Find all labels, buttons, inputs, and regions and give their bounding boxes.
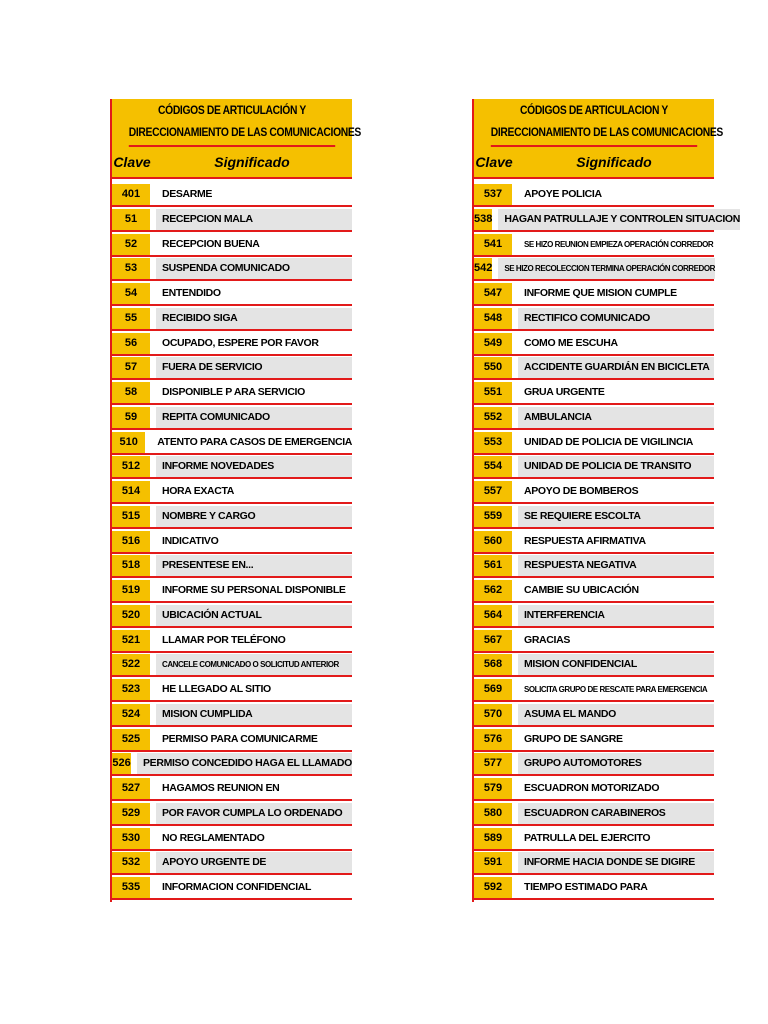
code-cell: 515 xyxy=(112,506,150,527)
meaning-cell: SE HIZO RECOLECCION TERMINA OPERACIÓN CORREDOR xyxy=(498,258,715,279)
meaning-cell: APOYO URGENTE DE xyxy=(156,852,352,873)
meaning-cell: PATRULLA DEL EJERCITO xyxy=(518,828,714,849)
code-cell: 576 xyxy=(474,729,512,750)
table-row xyxy=(474,234,714,257)
code-cell: 552 xyxy=(474,407,512,428)
table-row xyxy=(474,630,714,653)
table-title-line2: DIRECCIONAMIENTO DE LAS COMUNICACIONES xyxy=(128,125,361,139)
meaning-cell: SE HIZO REUNION EMPIEZA OPERACIÓN CORREDOR xyxy=(518,234,714,255)
code-cell: 401 xyxy=(112,184,150,205)
code-cell: 55 xyxy=(112,308,150,329)
meaning-cell: GRUPO DE SANGRE xyxy=(518,729,714,750)
table-row xyxy=(474,605,714,628)
meaning-cell: APOYO DE BOMBEROS xyxy=(518,481,714,502)
code-cell: 559 xyxy=(474,506,512,527)
table-row xyxy=(112,630,352,653)
code-cell: 542 xyxy=(474,258,492,279)
table-row xyxy=(112,531,352,554)
table-row xyxy=(112,679,352,702)
meaning-cell: DESARME xyxy=(156,184,352,205)
codes-table-left xyxy=(110,99,361,902)
code-cell: 579 xyxy=(474,778,512,799)
table-title xyxy=(112,99,361,147)
code-cell: 577 xyxy=(474,753,512,774)
meaning-cell: ESCUADRON MOTORIZADO xyxy=(518,778,714,799)
code-cell: 532 xyxy=(112,852,150,873)
table-row xyxy=(112,456,352,479)
code-cell: 529 xyxy=(112,803,150,824)
table-row xyxy=(474,456,714,479)
table-row xyxy=(112,654,352,677)
meaning-cell: INTERFERENCIA xyxy=(518,605,714,626)
meaning-cell: RESPUESTA NEGATIVA xyxy=(518,555,714,576)
table-row xyxy=(474,357,714,380)
code-cell: 557 xyxy=(474,481,512,502)
meaning-cell: INFORME NOVEDADES xyxy=(156,456,352,477)
meaning-cell: GRUA URGENTE xyxy=(518,382,714,403)
meaning-cell: LLAMAR POR TELÉFONO xyxy=(156,630,352,651)
meaning-cell: UNIDAD DE POLICIA DE VIGILINCIA xyxy=(518,432,714,453)
table-row xyxy=(474,679,714,702)
table-row xyxy=(112,778,352,801)
code-cell: 568 xyxy=(474,654,512,675)
meaning-cell: CANCELE COMUNICADO O SOLICITUD ANTERIOR xyxy=(156,654,352,675)
table-row xyxy=(112,209,352,232)
table-row xyxy=(474,283,714,306)
meaning-cell: PERMISO CONCEDIDO HAGA EL LLAMADO xyxy=(137,753,352,774)
meaning-cell: HAGAMOS REUNION EN xyxy=(156,778,352,799)
meaning-cell: AMBULANCIA xyxy=(518,407,714,428)
meaning-cell: SE REQUIERE ESCOLTA xyxy=(518,506,714,527)
meaning-cell: INFORME QUE MISION CUMPLE xyxy=(518,283,714,304)
meaning-cell: SOLICITA GRUPO DE RESCATE PARA EMERGENCIA xyxy=(518,679,714,700)
table-row xyxy=(112,555,352,578)
code-cell: 550 xyxy=(474,357,512,378)
code-cell: 52 xyxy=(112,234,150,255)
code-cell: 561 xyxy=(474,555,512,576)
code-cell: 54 xyxy=(112,283,150,304)
table-row xyxy=(112,605,352,628)
meaning-cell: OCUPADO, ESPERE POR FAVOR xyxy=(156,333,352,354)
table-row xyxy=(474,753,714,776)
column-header-significado: Significado xyxy=(214,154,290,170)
table-row xyxy=(474,778,714,801)
meaning-cell: COMO ME ESCUHA xyxy=(518,333,714,354)
code-cell: 516 xyxy=(112,531,150,552)
meaning-cell: RECEPCION BUENA xyxy=(156,234,352,255)
meaning-cell: NOMBRE Y CARGO xyxy=(156,506,352,527)
meaning-cell: INFORME HACIA DONDE SE DIGIRE xyxy=(518,852,714,873)
code-cell: 522 xyxy=(112,654,150,675)
table-row xyxy=(474,258,714,281)
meaning-cell: PERMISO PARA COMUNICARME xyxy=(156,729,352,750)
table-title xyxy=(474,99,723,147)
meaning-cell: ENTENDIDO xyxy=(156,283,352,304)
table-row xyxy=(112,852,352,875)
table-title-line1: CÓDIGOS DE ARTICULACIÓN Y xyxy=(158,103,306,117)
meaning-cell: INDICATIVO xyxy=(156,531,352,552)
table-row xyxy=(474,729,714,752)
meaning-cell: DISPONIBLE P ARA SERVICIO xyxy=(156,382,352,403)
code-cell: 527 xyxy=(112,778,150,799)
code-cell: 523 xyxy=(112,679,150,700)
table-header-row xyxy=(474,147,714,179)
meaning-cell: GRUPO AUTOMOTORES xyxy=(518,753,714,774)
code-cell: 518 xyxy=(112,555,150,576)
code-cell: 51 xyxy=(112,209,150,230)
table-row xyxy=(474,308,714,331)
code-cell: 580 xyxy=(474,803,512,824)
meaning-cell: TIEMPO ESTIMADO PARA xyxy=(518,877,714,898)
code-cell: 58 xyxy=(112,382,150,403)
meaning-cell: GRACIAS xyxy=(518,630,714,651)
code-cell: 569 xyxy=(474,679,512,700)
code-cell: 551 xyxy=(474,382,512,403)
table-row xyxy=(112,753,352,776)
table-row xyxy=(112,729,352,752)
code-cell: 510 xyxy=(112,432,145,453)
code-cell: 57 xyxy=(112,357,150,378)
code-cell: 553 xyxy=(474,432,512,453)
table-row xyxy=(474,531,714,554)
meaning-cell: ASUMA EL MANDO xyxy=(518,704,714,725)
table-row xyxy=(474,432,714,455)
meaning-cell: ESCUADRON CARABINEROS xyxy=(518,803,714,824)
meaning-cell: HORA EXACTA xyxy=(156,481,352,502)
code-cell: 564 xyxy=(474,605,512,626)
code-cell: 548 xyxy=(474,308,512,329)
code-cell: 567 xyxy=(474,630,512,651)
meaning-cell: RECEPCION MALA xyxy=(156,209,352,230)
table-row xyxy=(474,184,714,207)
table-row xyxy=(112,580,352,603)
table-row xyxy=(112,382,352,405)
table-row xyxy=(112,803,352,826)
code-cell: 560 xyxy=(474,531,512,552)
table-row xyxy=(112,234,352,257)
table-row xyxy=(112,506,352,529)
meaning-cell: SUSPENDA COMUNICADO xyxy=(156,258,352,279)
table-row xyxy=(112,407,352,430)
table-row xyxy=(112,184,352,207)
meaning-cell: UNIDAD DE POLICIA DE TRANSITO xyxy=(518,456,714,477)
table-row xyxy=(474,481,714,504)
table-row xyxy=(112,828,352,851)
table-rows xyxy=(474,184,740,902)
table-row xyxy=(474,382,714,405)
meaning-cell: RECTIFICO COMUNICADO xyxy=(518,308,714,329)
meaning-cell: POR FAVOR CUMPLA LO ORDENADO xyxy=(156,803,352,824)
code-cell: 589 xyxy=(474,828,512,849)
table-row xyxy=(474,506,714,529)
column-header-clave: Clave xyxy=(113,154,151,170)
meaning-cell: PRESENTESE EN... xyxy=(156,555,352,576)
meaning-cell: ACCIDENTE GUARDIÁN EN BICICLETA xyxy=(518,357,714,378)
table-header-row xyxy=(112,147,352,179)
code-cell: 547 xyxy=(474,283,512,304)
code-cell: 521 xyxy=(112,630,150,651)
table-row xyxy=(474,852,714,875)
table-row xyxy=(112,283,352,306)
meaning-cell: REPITA COMUNICADO xyxy=(156,407,352,428)
code-cell: 520 xyxy=(112,605,150,626)
table-row xyxy=(474,209,740,232)
table-row xyxy=(474,654,714,677)
code-cell: 592 xyxy=(474,877,512,898)
table-row xyxy=(112,333,352,356)
code-cell: 535 xyxy=(112,877,150,898)
table-rows xyxy=(112,184,352,902)
meaning-cell: UBICACIÓN ACTUAL xyxy=(156,605,352,626)
table-row xyxy=(112,481,352,504)
meaning-cell: FUERA DE SERVICIO xyxy=(156,357,352,378)
meaning-cell: RECIBIDO SIGA xyxy=(156,308,352,329)
meaning-cell: HAGAN PATRULLAJE Y CONTROLEN SITUACION xyxy=(498,209,740,230)
code-cell: 549 xyxy=(474,333,512,354)
meaning-cell: CAMBIE SU UBICACIÓN xyxy=(518,580,714,601)
table-row xyxy=(112,258,352,281)
table-row xyxy=(112,704,352,727)
code-cell: 514 xyxy=(112,481,150,502)
codes-table-right xyxy=(472,99,740,902)
table-title-line1: CÓDIGOS DE ARTICULACION Y xyxy=(520,103,668,117)
meaning-cell: MISION CONFIDENCIAL xyxy=(518,654,714,675)
table-row xyxy=(474,704,714,727)
table-row xyxy=(474,333,714,356)
code-cell: 56 xyxy=(112,333,150,354)
table-row xyxy=(112,308,352,331)
code-cell: 512 xyxy=(112,456,150,477)
code-cell: 541 xyxy=(474,234,512,255)
meaning-cell: APOYE POLICIA xyxy=(518,184,714,205)
meaning-cell: HE LLEGADO AL SITIO xyxy=(156,679,352,700)
table-row xyxy=(112,357,352,380)
code-cell: 530 xyxy=(112,828,150,849)
column-header-clave: Clave xyxy=(475,154,513,170)
code-cell: 537 xyxy=(474,184,512,205)
table-row xyxy=(474,803,714,826)
code-cell: 591 xyxy=(474,852,512,873)
code-cell: 525 xyxy=(112,729,150,750)
meaning-cell: RESPUESTA AFIRMATIVA xyxy=(518,531,714,552)
table-row xyxy=(474,580,714,603)
table-row xyxy=(474,555,714,578)
meaning-cell: INFORMACION CONFIDENCIAL xyxy=(156,877,352,898)
code-cell: 538 xyxy=(474,209,492,230)
code-cell: 53 xyxy=(112,258,150,279)
table-row xyxy=(474,407,714,430)
meaning-cell: INFORME SU PERSONAL DISPONIBLE xyxy=(156,580,352,601)
table-row xyxy=(112,432,352,455)
table-row xyxy=(474,828,714,851)
table-title-line2: DIRECCIONAMIENTO DE LAS COMUNICACIONES xyxy=(490,125,723,139)
code-cell: 59 xyxy=(112,407,150,428)
code-cell: 519 xyxy=(112,580,150,601)
table-row xyxy=(112,877,352,900)
meaning-cell: NO REGLAMENTADO xyxy=(156,828,352,849)
meaning-cell: MISION CUMPLIDA xyxy=(156,704,352,725)
meaning-cell: ATENTO PARA CASOS DE EMERGENCIA xyxy=(151,432,352,453)
code-cell: 562 xyxy=(474,580,512,601)
code-cell: 524 xyxy=(112,704,150,725)
table-row xyxy=(474,877,714,900)
code-cell: 554 xyxy=(474,456,512,477)
column-header-significado: Significado xyxy=(576,154,652,170)
code-cell: 570 xyxy=(474,704,512,725)
code-cell: 526 xyxy=(112,753,131,774)
